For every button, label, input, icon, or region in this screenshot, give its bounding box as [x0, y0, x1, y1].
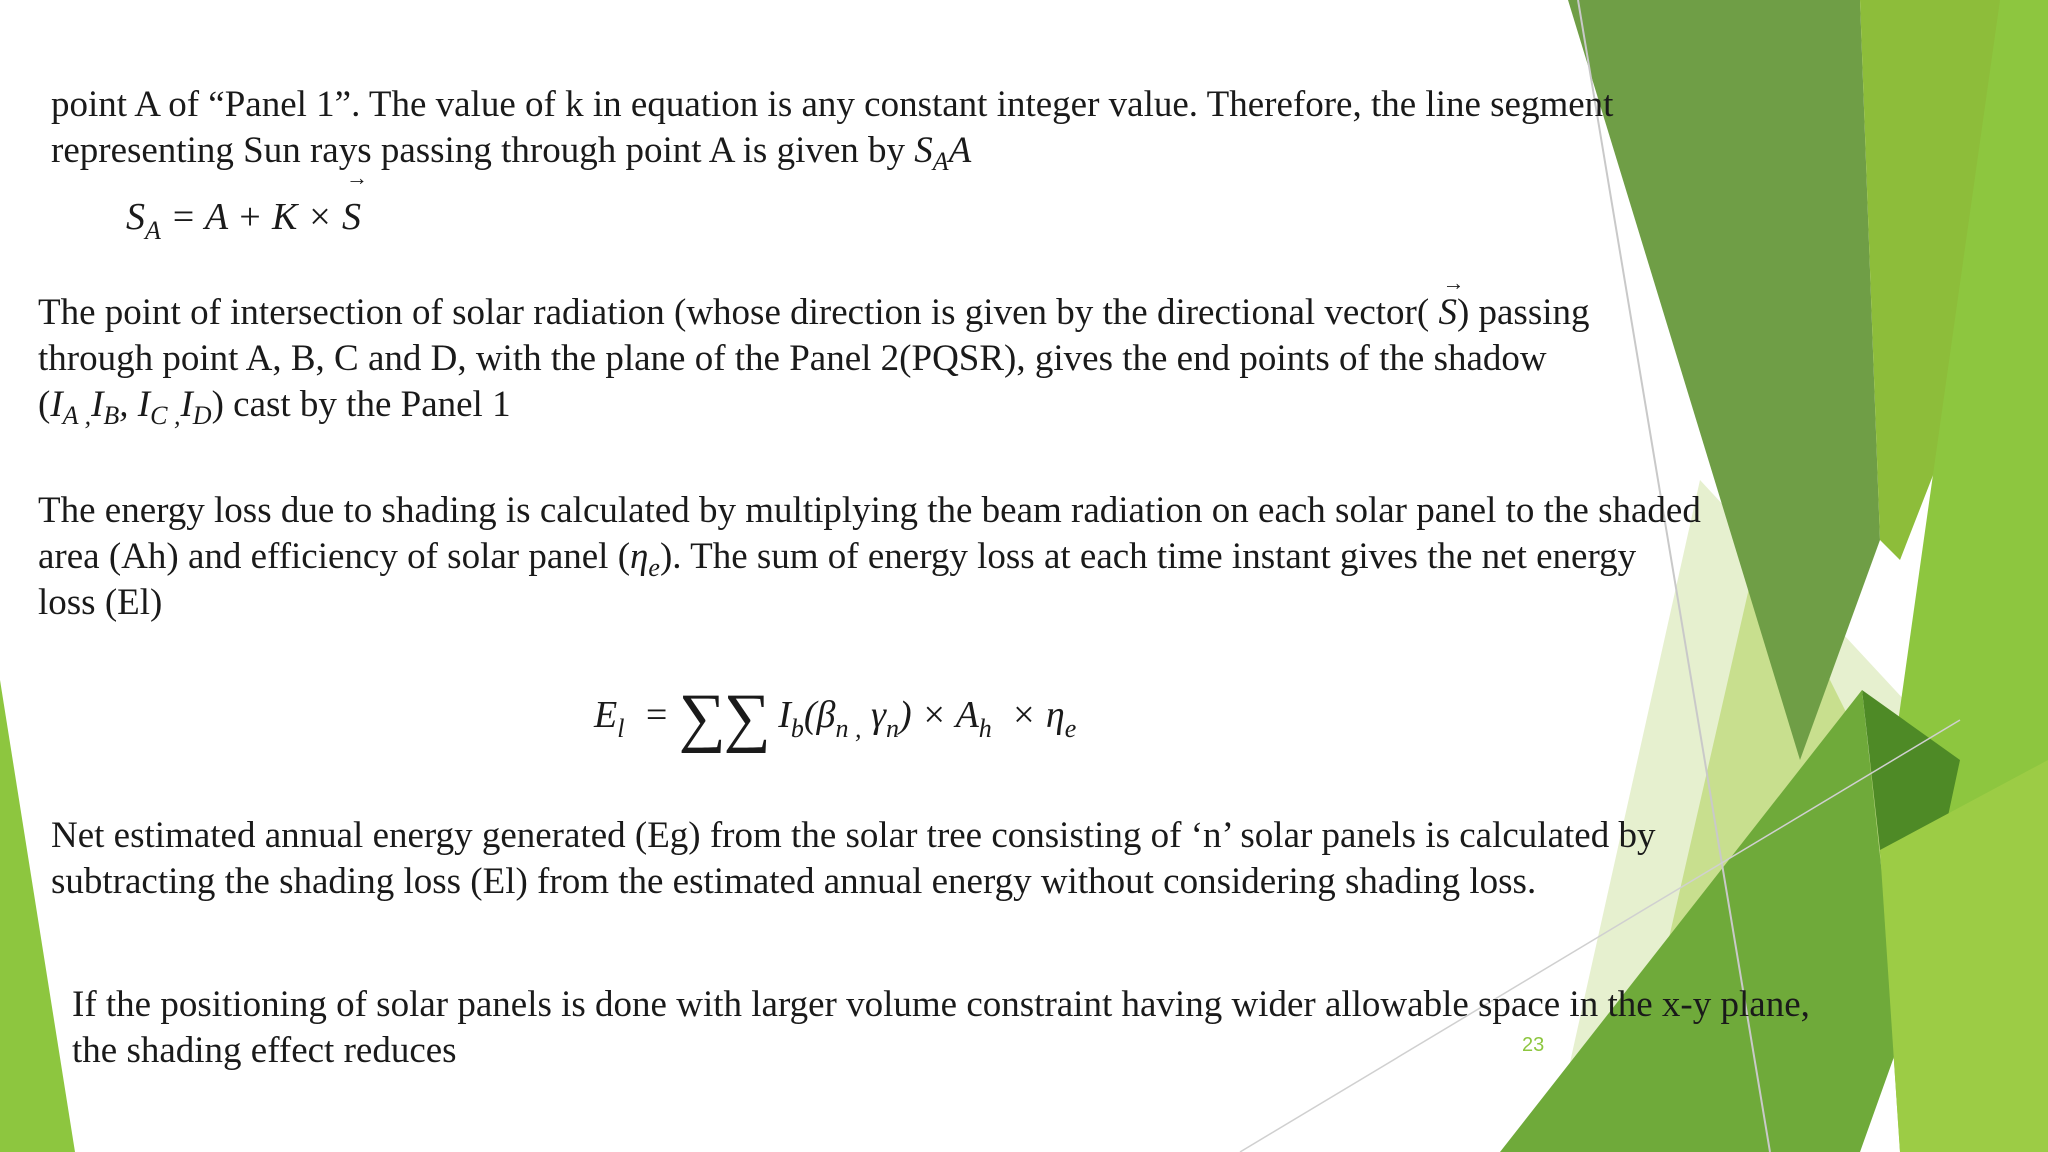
- paragraph-2-line-1: [38, 290, 1590, 336]
- left-green-sliver: [0, 680, 75, 1152]
- direction-vector-s: → S: [1438, 290, 1457, 336]
- eq1-lhs-sub: A: [145, 216, 161, 245]
- paragraph-4-line-2: subtracting the shading loss (El) from the estimated annual energy without considering shading loss.: [51, 861, 1537, 902]
- paragraph-3-line-1: The energy loss due to shading is calculated by multiplying the beam radiation on each solar panel to the shaded: [38, 490, 1701, 531]
- paragraph-1-line-2: [51, 128, 971, 174]
- paragraph-2-line-3: [38, 382, 511, 428]
- paragraph-1-line-1: point A of “Panel 1”. The value of k in equation is any constant integer value. Therefore, the line segment: [51, 84, 1614, 125]
- paragraph-1-line-2-text: representing Sun rays passing through point A is given by: [51, 130, 915, 171]
- paragraph-3-line-2-end: ). The sum of energy loss at each time instant gives the net energy: [659, 536, 1637, 577]
- paragraph-3-line-2-start: area (Ah) and efficiency of solar panel (: [38, 536, 631, 577]
- paragraph-2-line-2: through point A, B, C and D, with the plane of the Panel 2(PQSR), gives the end points of the shadow: [38, 338, 1547, 379]
- slide-page-number: 23: [1522, 1034, 1545, 1056]
- shadow-points: ($I_{A ,}I_B$, $I_{C ,}I_D$: [38, 384, 212, 430]
- eq1-vector-s: → S: [342, 195, 361, 239]
- segment-symbol: $S_AA$: [914, 130, 972, 176]
- paragraph-5-line-2: the shading effect reduces: [72, 1030, 457, 1071]
- eq1-lhs: S: [126, 196, 145, 238]
- paragraph-3-line-2: [38, 534, 1636, 580]
- paragraph-4-line-1: Net estimated annual energy generated (Eg) from the solar tree consisting of ‘n’ solar panels is calculated by: [51, 815, 1656, 856]
- paragraph-5-line-1: If the positioning of solar panels is done with larger volume constraint having wider allowable space in the x-y plane,: [72, 984, 1810, 1025]
- equation-sun-ray: [126, 195, 361, 246]
- paragraph-2-line-1-end: ) passing: [1456, 292, 1590, 333]
- efficiency-symbol: $\eta_e$: [630, 536, 660, 582]
- paragraph-3-line-3: loss (El): [38, 582, 163, 623]
- eq1-rhs: = A + K ×: [170, 196, 343, 238]
- equation-energy-loss: $E_l$ = ∑∑ $I_b(\beta_{n ,}$ $\gamma_n) \times A_h \times \eta_e$: [594, 681, 1077, 754]
- paragraph-2-line-1-text: The point of intersection of solar radiation (whose direction is given by the directional vector(: [38, 292, 1439, 333]
- double-sum-symbol: ∑∑: [678, 681, 769, 754]
- paragraph-2-line-3-end: ) cast by the Panel 1: [211, 384, 511, 425]
